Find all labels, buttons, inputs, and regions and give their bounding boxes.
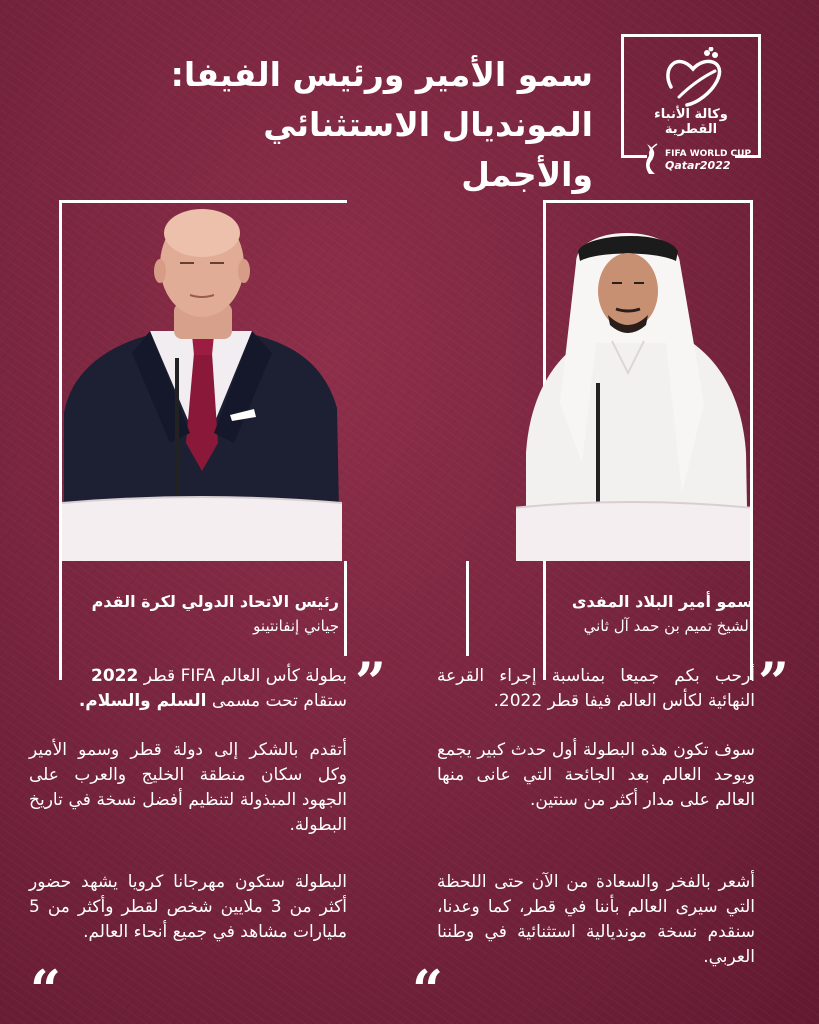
- infantino-photo: [62, 203, 342, 561]
- emir-para-1: أرحب بكم جميعا بمناسبة إجراء القرعة النهائية لكأس العالم فيفا قطر 2022.: [437, 666, 755, 711]
- emir-para-3: أشعر بالفخر والسعادة من الآن حتى اللحظة التي سيرى العالم بأننا في قطر، كما وعدنا، سنقدم نسخة مونديالية استثنائية في وطننا العربي.: [437, 872, 755, 967]
- qna-agency-name: وكالة الأنباء القطرية: [654, 107, 728, 137]
- infantino-caption: [59, 590, 339, 638]
- infantino-role: رئيس الاتحاد الدولي لكرة القدم: [91, 592, 339, 611]
- right-open-quote-icon: ”: [758, 650, 790, 714]
- emir-caption: [483, 590, 753, 638]
- right-close-quote-icon: “: [412, 958, 444, 1022]
- left-close-quote-icon: “: [30, 958, 62, 1022]
- infantino-para-1: بطولة كأس العالم FIFA قطر 2022 ستقام تحت مسمى السلم والسلام.: [78, 666, 347, 711]
- right-caption-line: [466, 561, 469, 656]
- emir-name: الشيخ تميم بن حمد آل ثاني: [583, 617, 753, 635]
- left-open-quote-icon: ”: [355, 650, 387, 714]
- emir-para-2: سوف تكون هذه البطولة أول حدث كبير يجمع ويوحد العالم بعد الجائحة التي عانى منها العالم على مدار أكثر من سنتين.: [437, 740, 755, 810]
- infantino-para-2: أتقدم بالشكر إلى دولة قطر وسمو الأمير وكل سكان منطقة الخليج والعرب على الجهود المبذولة لتنظيم أفضل نسخة في تاريخ البطولة.: [29, 740, 347, 835]
- world-cup-logo: [643, 140, 752, 180]
- emir-photo: [516, 203, 750, 561]
- left-caption-line: [344, 561, 347, 656]
- title-line-2: المونديال الاستثنائي والأجمل: [263, 105, 593, 194]
- infantino-name: جياني إنفانتينو: [253, 617, 339, 635]
- page-title: [123, 50, 593, 200]
- world-cup-emblem-icon: [643, 142, 661, 176]
- infantino-para-3: البطولة ستكون مهرجانا كرويا يشهد حضور أكثر من 3 ملايين شخص لقطر وأكثر من 5 مليارات مشاهد في جميع أنحاء العالم.: [29, 872, 347, 942]
- emir-role: سمو أمير البلاد المفدى: [571, 592, 753, 611]
- title-line-1: سمو الأمير ورئيس الفيفا:: [170, 55, 593, 94]
- qna-emblem-icon: [657, 47, 731, 109]
- world-cup-text: FIFA WORLD CUP Qatar2022: [665, 149, 752, 172]
